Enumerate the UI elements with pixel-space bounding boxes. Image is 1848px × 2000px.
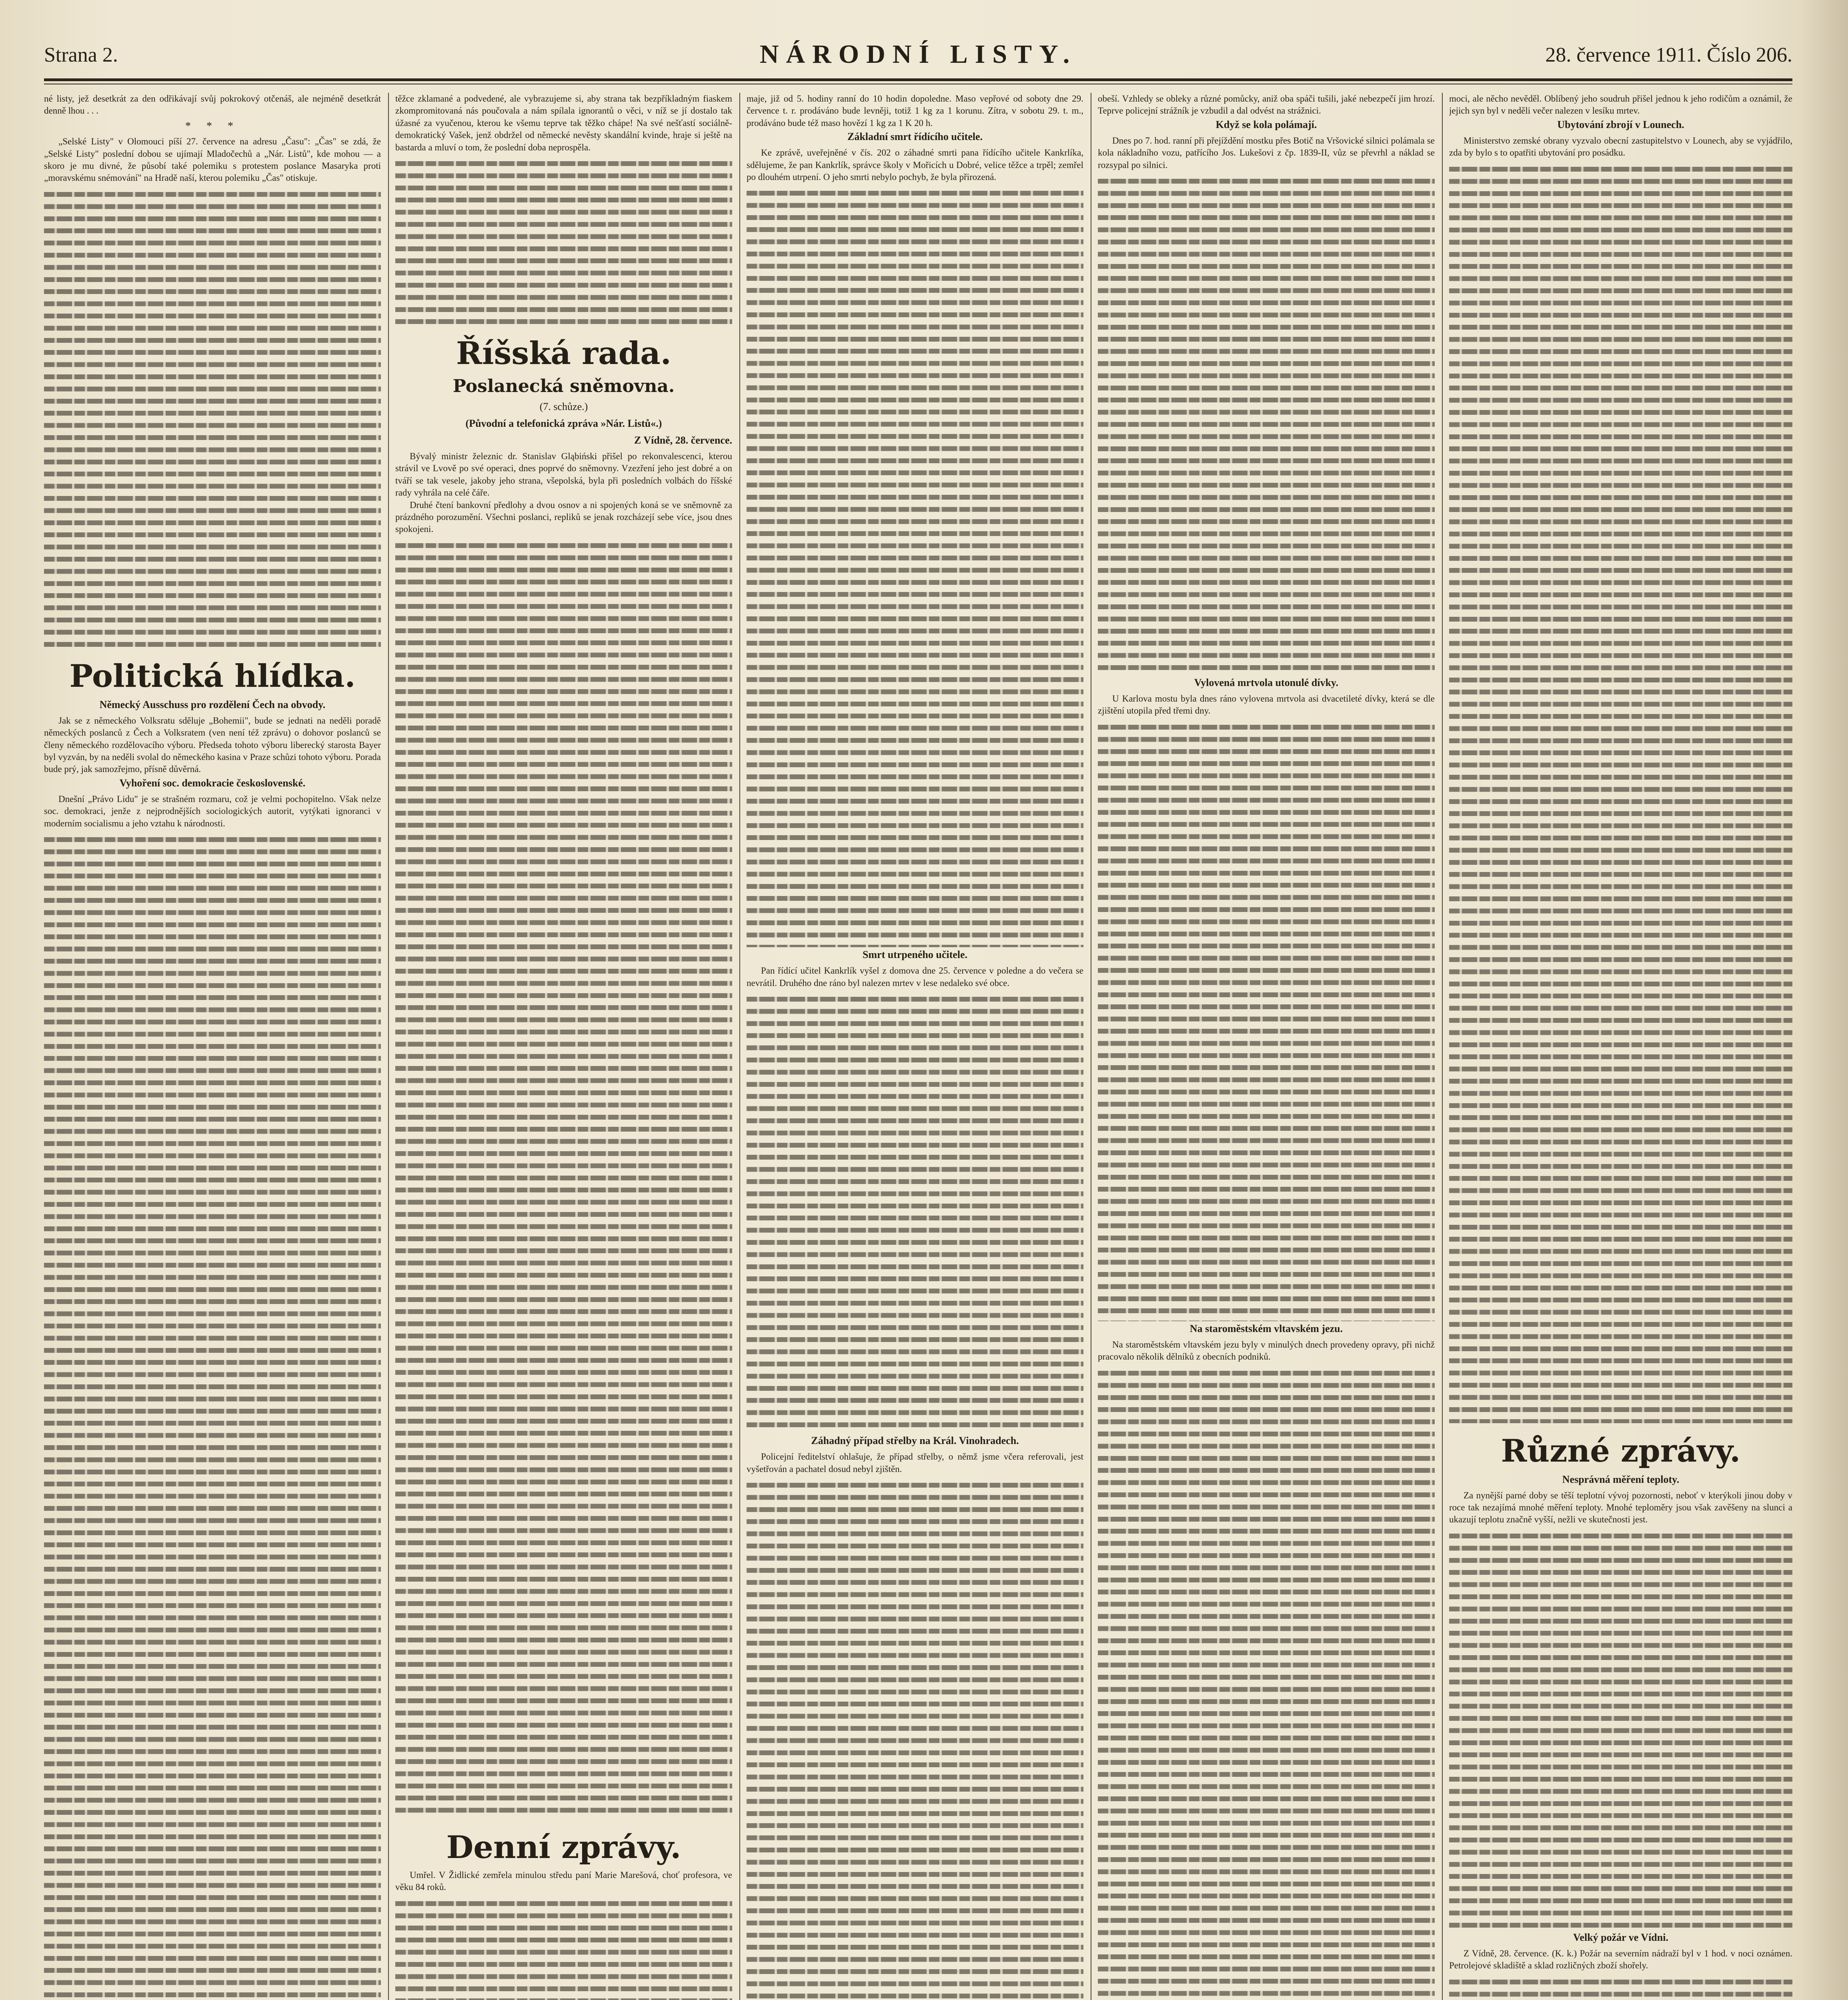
column-5-subheading: Velký požár ve Vídni. [1573, 1931, 1668, 1943]
page-header [44, 36, 1792, 76]
session-number: (7. schůze.) [539, 401, 588, 413]
dateline: Z Vídně, 28. července. [634, 434, 732, 446]
column-3-text-block [747, 1479, 1083, 2000]
column-4-lead: obeší. Vzhledy se obleky a různé pomůcky, aniž oba spáči tušili, jaké nebezpečí jim hrozí. Teprve policejní strážník je vzbudil a dal odvést na strážnici. [1098, 94, 1435, 116]
column-4-paragraph: Na staroměstském vltavském jezu byly v minulých dnech provedeny opravy, při nichž pracovalo několik dělníků z obecních podniků. [1098, 1339, 1435, 1362]
column-rule [739, 93, 740, 2000]
report-source: (Původní a telefonická zpráva »Nár. Listů«.) [465, 418, 662, 430]
column-4-paragraph: U Karlova mostu byla dnes ráno vylovena mrtvola asi dvacetileté dívky, která se dle zjištění utopila před třemi dny. [1098, 694, 1435, 716]
column-rule [1442, 93, 1443, 2000]
column-5-subheading: Nesprávná měření teploty. [1562, 1473, 1680, 1485]
column-3-lead: maje, již od 5. hodiny ranní do 10 hodin dopoledne. Maso vepřové od soboty dne 29. července t. r. prodáváno bude levněji, totiž 1 kg za 1 korunu. Zítra, v sobotu 29. t. m., prodáváno bude též maso hovězí 1 kg za 1 K 20 h. [747, 94, 1083, 128]
column-5-text-block [1449, 163, 1792, 1423]
header-rule [44, 78, 1792, 81]
column-4-text-block [1098, 721, 1435, 1321]
column-2-paragraph: Bývalý ministr železnic dr. Stanislav Gląbiński přišel po rekonvalescenci, kterou strávil ve Lvově po své operaci, dnes poprvé do sněmovny. Vzezření jeho jest dobré a on tváří se tak vesele, jakoby jeho strana, všepolská, byla při posledních volbách do říšské rady vyhrála na celé čáře. [395, 451, 732, 498]
column-4-subheading: Na staroměstském vltavském jezu. [1189, 1322, 1343, 1334]
column-5-text-block [1449, 1530, 1792, 1930]
column-3-text-block [747, 187, 1083, 947]
column-4-text-block [1098, 175, 1435, 675]
column-3-paragraph: Ke zprávě, uveřejněné v čís. 202 o záhadné smrti pana řídícího učitele Kankrlíka, sdělujeme, že pan Kankrlík, správce školy v Mořicích u Dobré, velice těžce a trpěl; zemřel po dlouhém utrpení. O jeho smrti nebylo pochyb, že byla přirozená. [747, 148, 1083, 182]
issue-date: 28. července 1911. Číslo 206. [1545, 44, 1792, 66]
column-1-text-block [44, 834, 381, 2000]
column-3 [747, 93, 1083, 2000]
page-number: Strana 2. [44, 44, 118, 66]
column-2-paragraph: Druhé čtení bankovní předlohy a dvou osnov a ni spojených koná se ve sněmovně za prázdného porozumění. Všechni poslanci, repliků se jenak rozcházejí sebe více, jsou dnes spokojeni. [395, 500, 732, 534]
page-edge-shadow [1800, 0, 1848, 2000]
column-2-paragraph: Umřel. V Židlické zemřela minulou středu paní Marie Marešová, choť profesora, ve věku 84 roků. [395, 1870, 732, 1892]
column-3-paragraph: Policejní ředitelství ohlašuje, že případ střelby, o němž jsme včera referovali, jest vyšetřován a pachatel dosud nebyl zjištěn. [747, 1452, 1083, 1474]
column-4-paragraph: Dnes po 7. hod. ranní při přejíždění mostku přes Botič na Vršovické silnici polámala se kola nákladního vozu, patřícího Jos. Lukešovi z čp. 1839-II, vůz se převrhl a náklad se rozsypal po silnici. [1098, 135, 1435, 170]
column-4-text-block [1098, 1367, 1435, 2000]
section-separator: * * * [185, 120, 240, 132]
column-5-subheading: Ubytování zbrojí v Lounech. [1557, 118, 1684, 130]
column-5-paragraph: Z Vídně, 28. července. (K. k.) Požár na severním nádraží byl v 1 hod. v noci oznámen. Petrolejové skladiště a sklad rozličných zboží shořely. [1449, 1948, 1792, 1971]
column-1-text-block [44, 188, 381, 648]
column-3-text-block [747, 993, 1083, 1433]
column-5-paragraph: Ministerstvo zemské obrany vyzvalo obecní zastupitelstvo v Lounech, aby se vyjádřilo, zda by bylo s to opatřiti ubytování pro posádku. [1449, 135, 1792, 158]
politicka-hlidka-subheading: Německý Ausschuss pro rozdělení Čech na obvody. [99, 698, 326, 710]
ruzne-zpravy-heading: Různé zprávy. [1501, 1432, 1741, 1469]
column-5-paragraph: Za nynější parné doby se těší teplotní vývoj pozornosti, neboť v kterýkoli jinou doby v roce tak nezajímá mnohé měření teploty. Mnohé teploměry jsou však zavěšeny na slunci a ukazují teplotu značně vyšší, nežli ve skutečnosti jest. [1449, 1490, 1792, 1525]
column-5 [1449, 93, 1792, 2000]
column-4 [1098, 93, 1435, 2000]
column-2-text-block [395, 1898, 732, 2000]
column-2 [395, 93, 732, 2000]
column-3-subheading: Základní smrt řídícího učitele. [847, 131, 983, 143]
politicka-hlidka-heading: Politická hlídka. [69, 658, 356, 694]
column-2-lead: těžce zklamané a podvedené, ale vybrazujeme si, aby strana tak bezpříkladným fiaskem zkompromitovaná nás poučovala a nám spílala ignorantů o věci, v níž se jí dostalo tak úžasné za vyučenou, kterou ke všemu teprve tak těžko chápe! Na své nešťastí sociálně-demokratický Vašek, jenž obdržel od německé nevěsty skandální kvinde, hraje si ještě na bastarda a mluví o tom, že poslední doba neprospěla. [395, 94, 732, 152]
denni-zpravy-heading: Denní zprávy. [446, 1829, 681, 1866]
column-5-lead: moci, ale něcho nevěděl. Oblíbený jeho soudruh přišel jednou k jeho rodičům a oznámil, že jejich syn byl v neděli večer nalezen v lesíku mrtev. [1449, 94, 1792, 116]
column-1-paragraph: Dnešní „Právo Lidu" je se strašném rozmaru, což je velmi pochopitelno. Však nelze soc. demokraci, jenže z nejprodnějších sociologických autorit, vytýkati ignoranci v moderním socialismu a jeho vztahu k národnosti. [44, 794, 381, 828]
column-1-paragraph: „Selské Listy" v Olomouci píší 27. července na adresu „Času": „Čas" se zdá, že „Selské Listy" poslední dobou se ujímají Mladočechů a „Nár. Listů", kde mohou — a skoro je mu divné, že působí také polemiku s protestem poslance Masaryka proti „moravskému snémování" na Hradě naší, kterou polemiku „Čas" otiskuje. [44, 136, 381, 183]
risska-rada-heading: Říšská rada. [456, 335, 671, 372]
column-2-text-block [395, 158, 732, 326]
column-5-text-block [1449, 1976, 1792, 2000]
poslanecka-snemovna-heading: Poslanecká sněmovna. [452, 376, 675, 397]
column-3-subheading: Smrt utrpeného učitele. [862, 949, 968, 961]
column-1-subheading: Vyhoření soc. demokracie československé. [119, 777, 306, 789]
column-rule [388, 93, 389, 2000]
column-4-subheading: Vylovená mrtvola utonulé dívky. [1194, 677, 1339, 689]
column-4-subheading: Když se kola polámají. [1215, 118, 1317, 130]
masthead-title: NÁRODNÍ LISTY. [759, 40, 1077, 69]
column-1-paragraph: Jak se z německého Volksratu sděluje „Bohemii", bude se jednati na neděli poradě německých poslanců z Čech a Volksratem (ven není též zprávu) o dohovor poslanců se členy německého rozdělovacího výboru. Předseda tohoto výboru liberecký starosta Bayer byl vyzván, by na neděli svolal do německého kasina v Praze schůzi tohoto výboru. Porada bude prý, jak samozřejmo, přísně důvěrná. [44, 715, 381, 774]
column-1 [44, 93, 381, 2000]
column-3-paragraph: Pan řídící učitel Kankrlík vyšel z domova dne 25. července v poledne a do večera se nevrátil. Druhého dne ráno byl nalezen mrtev v lese nedaleko své obce. [747, 966, 1083, 988]
column-3-subheading: Záhadný případ střelby na Král. Vinohradech. [811, 1435, 1019, 1447]
column-2-text-block [395, 540, 732, 1820]
column-1-lead: né listy, jež desetkrát za den odřikávají svůj pokrokový otčenáš, ale nejméně desetkrát denně lhou . . . [44, 94, 381, 116]
